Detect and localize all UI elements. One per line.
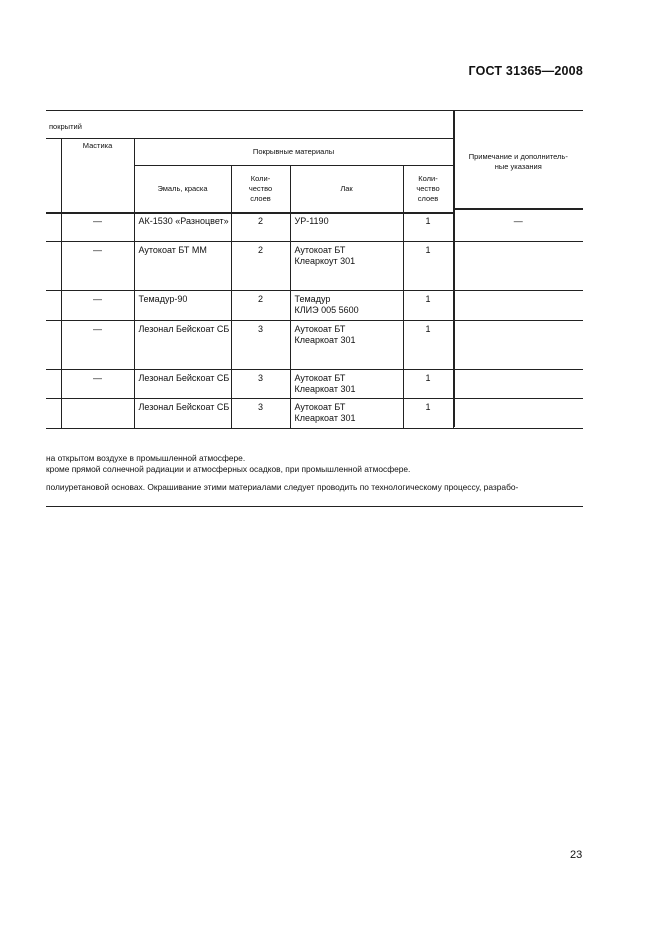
cell-enamel: Лезонал Бейскоат СБ — [134, 321, 231, 370]
table-row — [46, 242, 583, 291]
page-number: 23 — [570, 849, 583, 861]
header-enamel: Эмаль, краска — [134, 166, 231, 213]
cell-lacquer: Аутокоат БТ Клеаркоат 301 — [290, 321, 403, 370]
cell-enamel: Аутокоат БТ ММ — [134, 242, 231, 291]
cell-mastic: — — [61, 213, 134, 242]
cell-lacquer: Аутокоат БТ Клеаркоат 301 — [290, 399, 403, 429]
cell-enamel: Лезонал Бейскоат СБ — [134, 399, 231, 429]
cell-layers-1: 3 — [231, 321, 290, 370]
cell-layers-2: 1 — [403, 291, 453, 321]
cell-layers-2: 1 — [403, 399, 453, 429]
cell-layers-1: 2 — [231, 291, 290, 321]
header-layers-1: Коли- чество слоев — [231, 166, 290, 213]
header-note: Примечание и дополнитель- ные указания — [453, 111, 583, 213]
header-lacquer: Лак — [290, 166, 403, 213]
cell-mastic — [61, 399, 134, 429]
header-coating-materials: Покрывные материалы — [134, 139, 453, 166]
cell-layers-2: 1 — [403, 242, 453, 291]
table-row — [46, 399, 583, 429]
cell-mastic: — — [61, 242, 134, 291]
cell-layers-1: 3 — [231, 399, 290, 429]
cell-enamel: Темадур-90 — [134, 291, 231, 321]
table-row — [46, 370, 583, 399]
note-line-2: кроме прямой солнечной радиации и атмосферных осадков, при промышленной атмосфере. — [46, 464, 411, 474]
cell-lacquer: Аутокоат БТ Клеаркоут 301 — [290, 242, 403, 291]
cell-note — [453, 370, 583, 399]
cell-layers-2: 1 — [403, 321, 453, 370]
cell-mastic: — — [61, 321, 134, 370]
cell-mastic: — — [61, 370, 134, 399]
cell-note — [453, 321, 583, 370]
header-left-stub — [46, 139, 61, 213]
header-bottom-rule — [454, 208, 583, 210]
table-row — [46, 321, 583, 370]
cell-mastic: — — [61, 291, 134, 321]
table-caption: покрытий — [46, 111, 453, 139]
cell-layers-2: 1 — [403, 213, 453, 242]
cell-lacquer: Аутокоат БТ Клеаркоат 301 — [290, 370, 403, 399]
document-code: ГОСТ 31365—2008 — [468, 64, 583, 78]
cell-enamel: АК-1530 «Разноцвет» — [134, 213, 231, 242]
table-notes — [46, 429, 583, 507]
cell-note — [453, 399, 583, 429]
coatings-table — [46, 110, 583, 507]
table-row — [46, 213, 583, 242]
cell-enamel: Лезонал Бейскоат СБ — [134, 370, 231, 399]
header-layers-2: Коли- чество слоев — [403, 166, 453, 213]
table-row — [46, 291, 583, 321]
cell-note — [453, 291, 583, 321]
cell-note: — — [453, 213, 583, 242]
note-line-3: полиуретановой основах. Окрашивание этими материалами следует проводить по технологическому процессу, разрабо- — [46, 482, 519, 492]
cell-layers-2: 1 — [403, 370, 453, 399]
cell-lacquer: УР-1190 — [290, 213, 403, 242]
cell-layers-1: 3 — [231, 370, 290, 399]
cell-layers-1: 2 — [231, 242, 290, 291]
cell-layers-1: 2 — [231, 213, 290, 242]
cell-note — [453, 242, 583, 291]
note-line-1: на открытом воздухе в промышленной атмосфере. — [46, 453, 246, 463]
header-mastic: Мастика — [61, 139, 134, 213]
note-column-divider — [454, 110, 455, 427]
cell-lacquer: Темадур КЛИЭ 005 5600 — [290, 291, 403, 321]
